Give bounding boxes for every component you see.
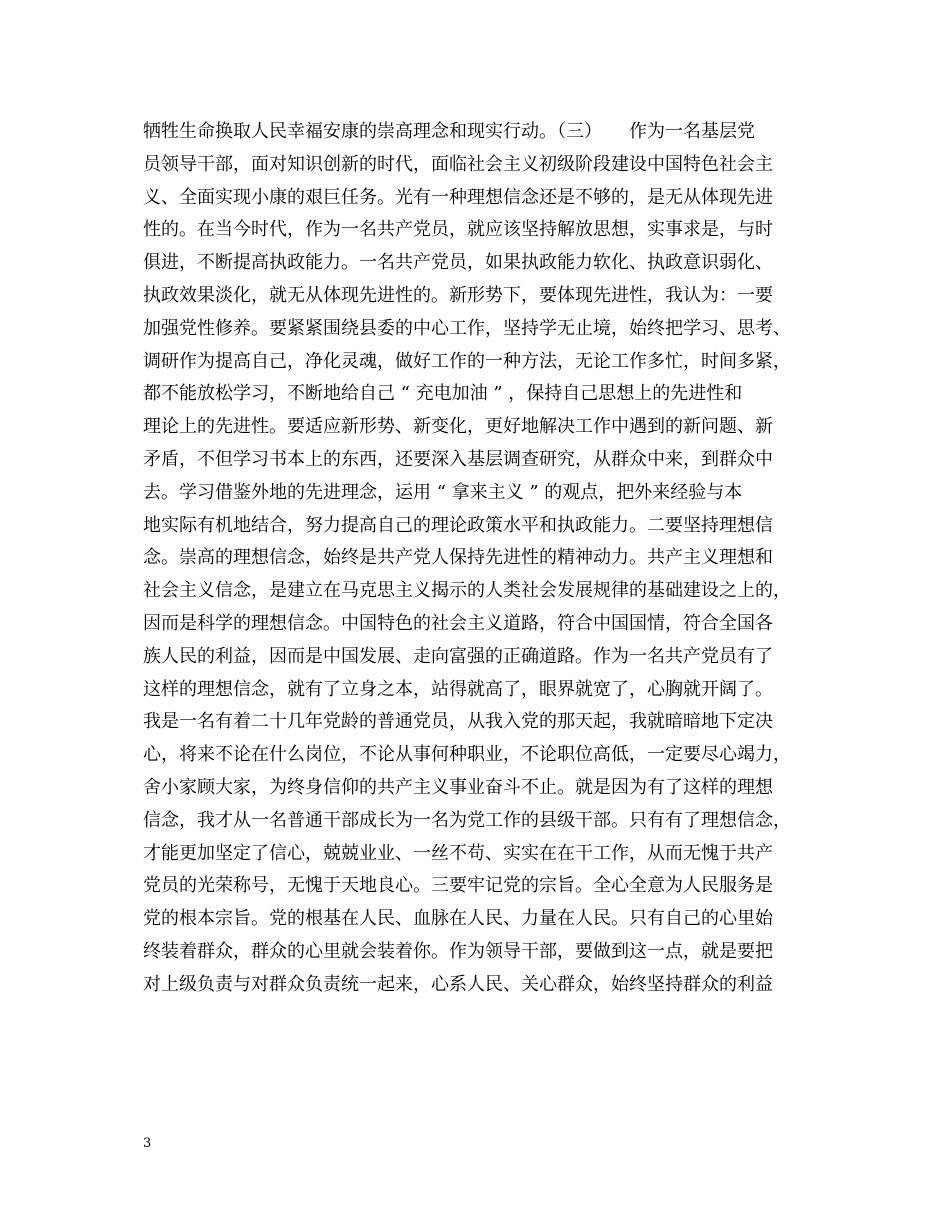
text-line: 信念，我才从一名普通干部成长为一名为党工作的县级干部。只有有了理想信念， (143, 809, 791, 831)
text-line: 去。学习借鉴外地的先进理念，运用 “ 拿来主义 ” 的观点，把外来经验与本 (143, 481, 743, 503)
text-line: 都不能放松学习，不断地给自己 “ 充电加油 ” ，保持自己思想上的先进性和 (143, 383, 743, 405)
text-line: 牺牲生命换取人民幸福安康的崇高理念和现实行动。（三） 作为一名基层党 (143, 121, 755, 142)
text-line: 矛盾，不但学习书本上的东西，还要深入基层调查研究，从群众中来，到群众中 (143, 448, 773, 470)
text-line: 念。崇高的理想信念，始终是共产党人保持先进性的精神动力。共产主义理想和 (143, 547, 773, 569)
text-line: 才能更加坚定了信心，兢兢业业、一丝不苟、实实在在干工作，从而无愧于共产 (143, 842, 773, 864)
text-line: 义、全面实现小康的艰巨任务。光有一种理想信念还是不够的，是无从体现先进 (143, 186, 773, 208)
text-line: 调研作为提高自己，净化灵魂，做好工作的一种方法，无论工作多忙，时间多紧， (143, 350, 791, 372)
body-text (143, 116, 843, 1002)
text-line: 党员的光荣称号，无愧于天地良心。三要牢记党的宗旨。全心全意为人民服务是 (143, 875, 773, 897)
text-line: 对上级负责与对群众负责统一起来，心系人民、关心群众，始终坚持群众的利益 (143, 973, 773, 995)
text-line: 心，将来不论在什么岗位，不论从事何种职业，不论职位高低，一定要尽心竭力， (143, 744, 791, 766)
text-line: 社会主义信念，是建立在马克思主义揭示的人类社会发展规律的基础建设之上的， (143, 580, 791, 602)
text-line: 因而是科学的理想信念。中国特色的社会主义道路，符合中国国情，符合全国各 (143, 612, 773, 634)
text-line: 舍小家顾大家，为终身信仰的共产主义事业奋斗不止。就是因为有了这样的理想 (143, 776, 773, 798)
text-line: 加强党性修养。要紧紧围绕县委的中心工作，坚持学无止境，始终把学习、思考、 (143, 317, 791, 339)
text-line: 俱进，不断提高执政能力。一名共产党员，如果执政能力软化、执政意识弱化、 (143, 252, 773, 274)
text-line: 理论上的先进性。要适应新形势、新变化，更好地解决工作中遇到的新问题、新 (143, 416, 773, 438)
text-line: 族人民的利益，因而是中国发展、走向富强的正确道路。作为一名共产党员有了 (143, 645, 773, 667)
text-line: 我是一名有着二十几年党龄的普通党员，从我入党的那天起，我就暗暗地下定决 (143, 711, 773, 733)
text-line: 地实际有机地结合，努力提高自己的理论政策水平和执政能力。二要坚持理想信 (143, 514, 773, 536)
text-line: 性的。在当今时代，作为一名共产党员，就应该坚持解放思想，实事求是，与时 (143, 219, 773, 241)
text-line: 员领导干部，面对知识创新的时代，面临社会主义初级阶段建设中国特色社会主 (143, 153, 773, 175)
text-line: 终装着群众，群众的心里就会装着你。作为领导干部，要做到这一点，就是要把 (143, 940, 773, 962)
text-line: 这样的理想信念，就有了立身之本，站得就高了，眼界就宽了，心胸就开阔了。 (143, 678, 773, 700)
text-line: 党的根本宗旨。党的根基在人民、血脉在人民、力量在人民。只有自己的心里始 (143, 908, 773, 930)
page-number: 3 (143, 1136, 152, 1151)
text-line: 执政效果淡化，就无从体现先进性的。新形势下，要体现先进性，我认为：一要 (143, 284, 773, 306)
